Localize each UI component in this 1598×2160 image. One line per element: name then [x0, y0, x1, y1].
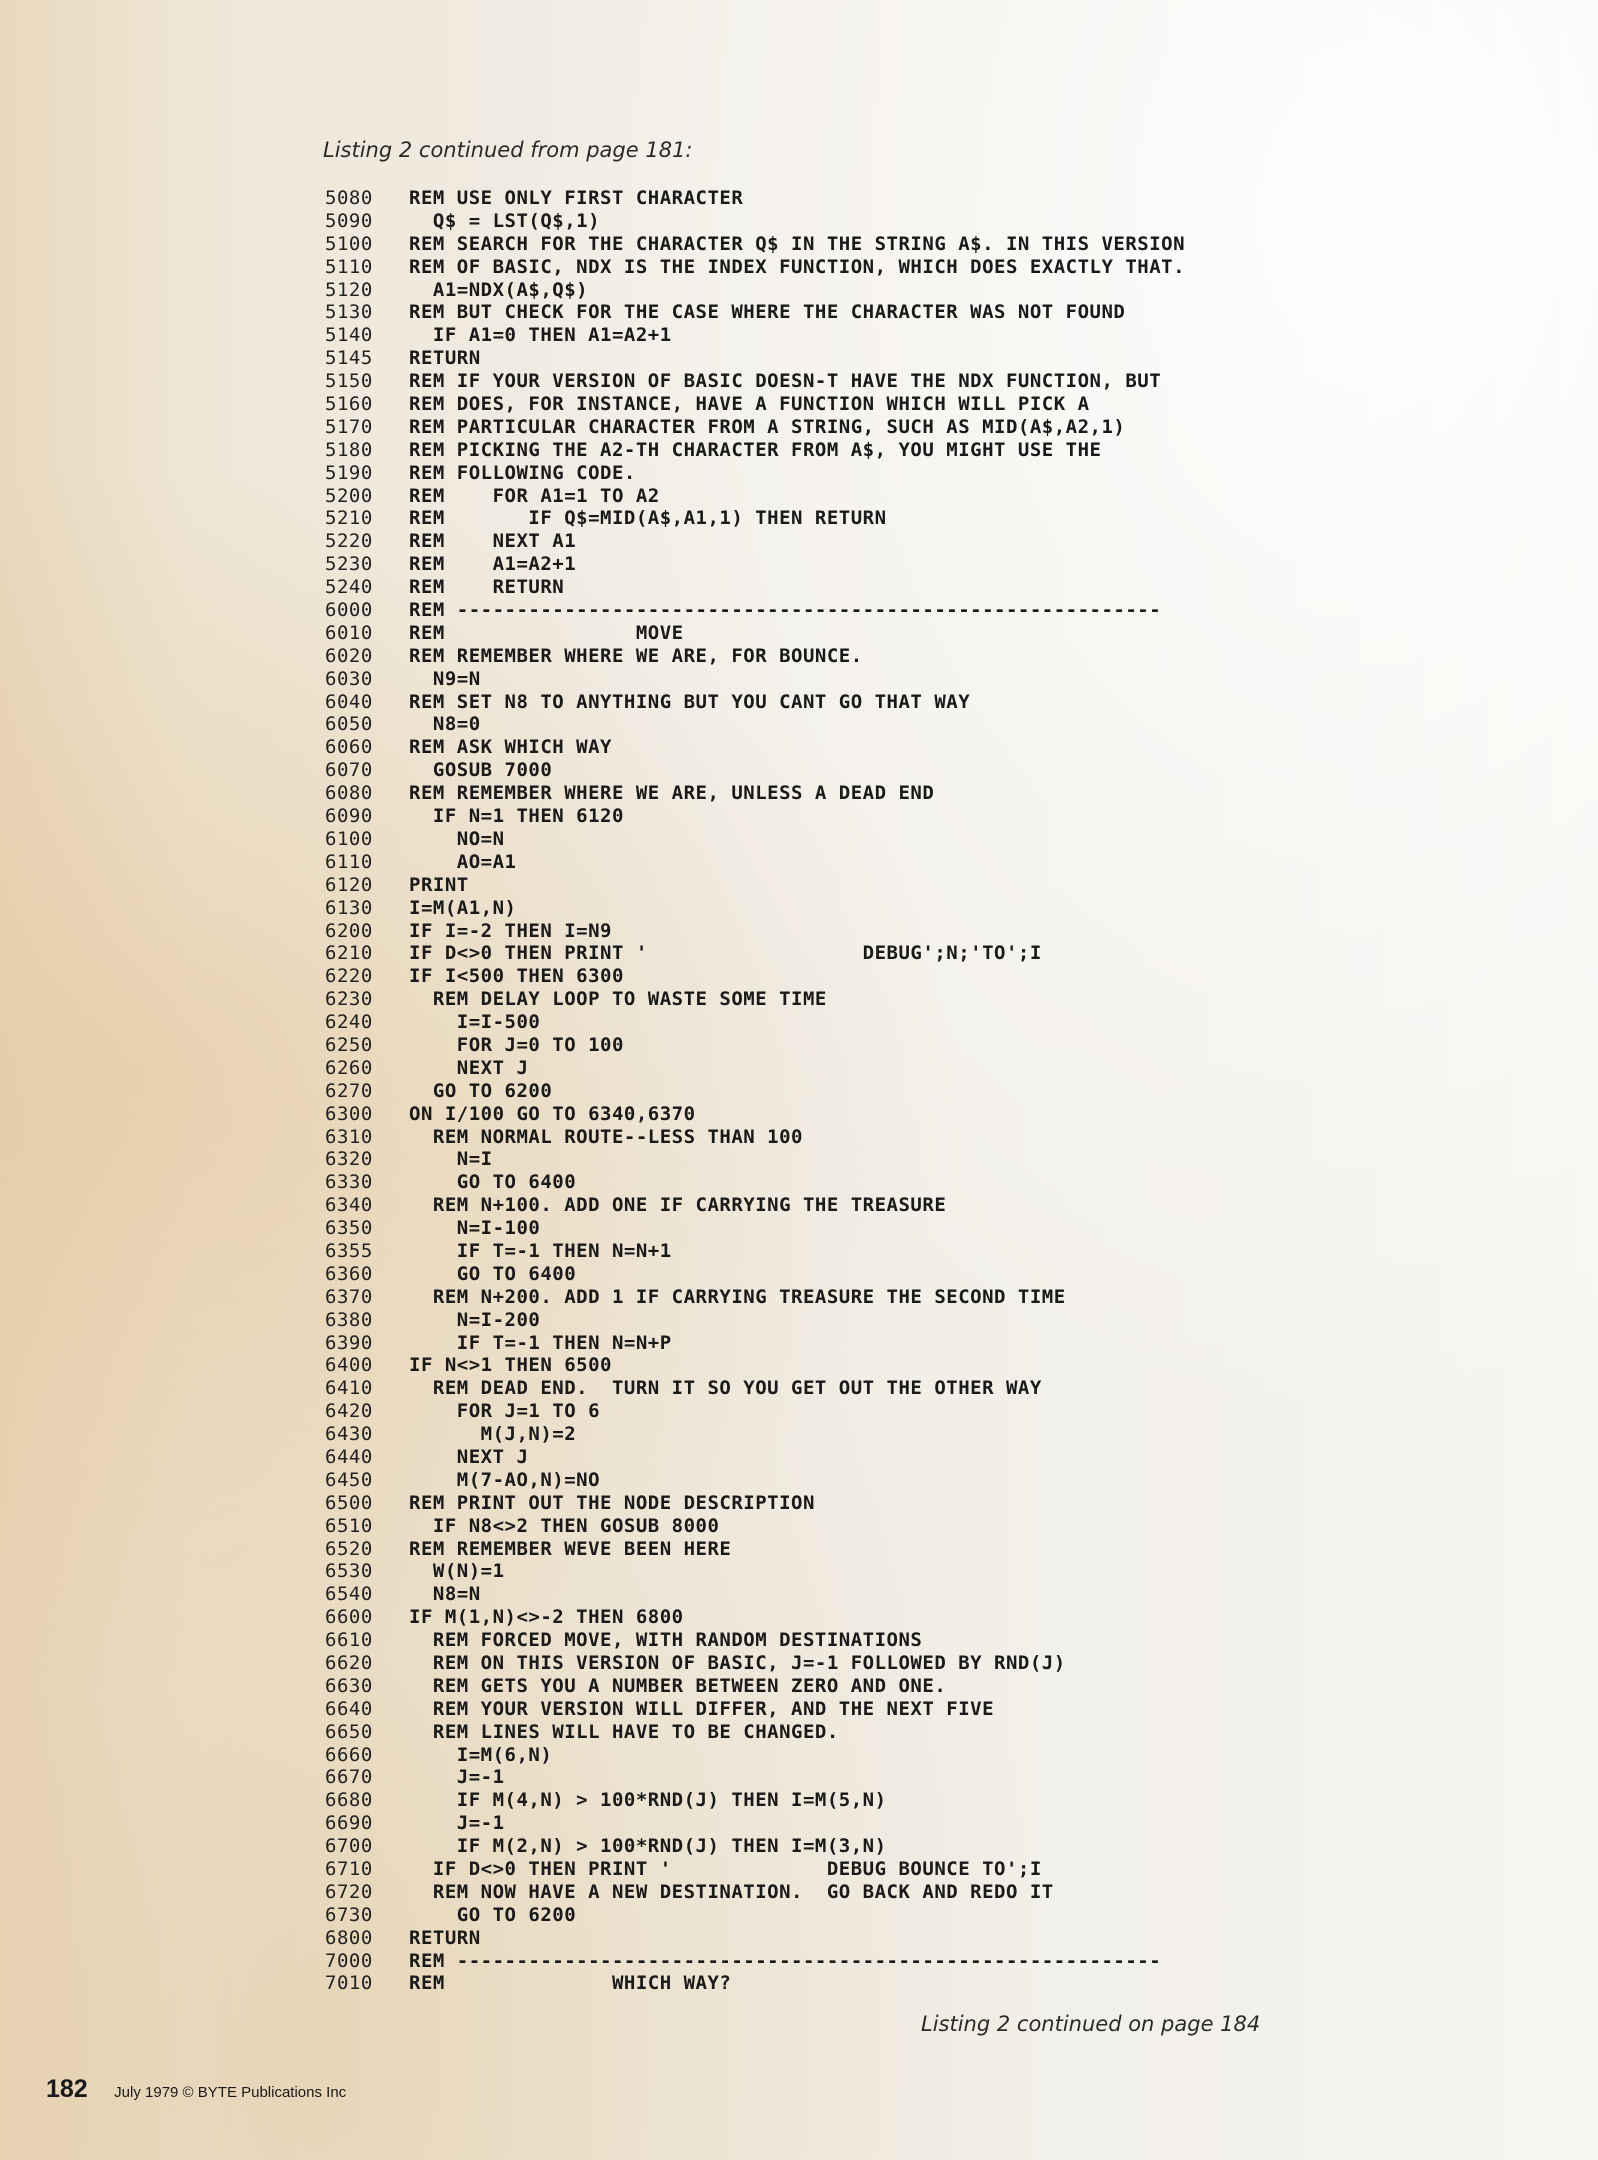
line-statement: Q$ = LST(Q$,1): [409, 209, 601, 232]
code-line: [325, 782, 1185, 805]
publication-credit: July 1979 © BYTE Publications Inc: [114, 2084, 347, 2101]
line-statement: REM A1=A2+1: [409, 553, 577, 576]
code-line: [325, 393, 1185, 416]
line-statement: REM -----------------------------------------------------------: [409, 1949, 1162, 1972]
code-line: [325, 1240, 1185, 1263]
line-statement: REM NOW HAVE A NEW DESTINATION. GO BACK AND REDO IT: [409, 1880, 1054, 1903]
code-line: [325, 1858, 1185, 1881]
line-number: 5160: [325, 393, 373, 416]
line-number: 6330: [325, 1171, 373, 1194]
code-line: [325, 1629, 1185, 1652]
code-line: [325, 576, 1185, 599]
line-statement: N=I-200: [409, 1308, 541, 1331]
line-number: 6620: [325, 1652, 373, 1674]
code-line: [325, 1446, 1185, 1469]
code-line: [325, 1698, 1185, 1721]
line-statement: REM ON THIS VERSION OF BASIC, J=-1 FOLLOWED BY RND(J): [409, 1652, 1066, 1674]
line-number: 6420: [325, 1400, 373, 1423]
line-statement: IF T=-1 THEN N=N+1: [409, 1239, 672, 1262]
line-number: 6400: [325, 1354, 373, 1377]
code-line: [325, 942, 1185, 965]
line-statement: GO TO 6200: [409, 1079, 553, 1102]
code-line: [325, 851, 1185, 874]
listing-continued-on-note: Listing 2 continued on page 184: [921, 2012, 1261, 2036]
line-statement: IF M(1,N)<>-2 THEN 6800: [409, 1606, 684, 1629]
line-statement: GO TO 6200: [409, 1903, 577, 1926]
code-line: [325, 1881, 1185, 1904]
line-statement: REM FOR A1=1 TO A2: [409, 484, 660, 507]
line-statement: REM IF YOUR VERSION OF BASIC DOESN-T HAVE THE NDX FUNCTION, BUT: [409, 370, 1162, 393]
code-line: [325, 645, 1185, 668]
code-line: [325, 187, 1185, 210]
line-statement: REM IF Q$=MID(A$,A1,1) THEN RETURN: [409, 507, 887, 530]
code-line: [325, 1103, 1185, 1126]
code-line: [325, 1011, 1185, 1034]
code-line: [325, 897, 1185, 920]
line-number: 6630: [325, 1674, 373, 1697]
code-line: [325, 210, 1185, 233]
code-line: [325, 1515, 1185, 1538]
line-statement: REM NORMAL ROUTE--LESS THAN 100: [409, 1125, 803, 1148]
code-line: [325, 553, 1185, 576]
line-number: 6450: [325, 1468, 373, 1491]
line-number: 6700: [325, 1835, 373, 1858]
line-number: 5100: [325, 232, 373, 255]
code-line: [325, 691, 1185, 714]
code-line: [325, 1904, 1185, 1927]
line-number: 5090: [325, 209, 373, 232]
line-number: 6090: [325, 805, 373, 828]
line-statement: N=I: [409, 1148, 493, 1171]
line-statement: REM WHICH WAY?: [409, 1972, 732, 1995]
line-number: 6120: [325, 873, 373, 896]
line-statement: AO=A1: [409, 850, 517, 873]
code-line: [325, 324, 1185, 347]
line-statement: N9=N: [409, 667, 481, 690]
line-statement: IF I=-2 THEN I=N9: [409, 919, 612, 942]
line-number: 7010: [325, 1972, 373, 1995]
line-number: 5150: [325, 370, 373, 393]
code-line: [325, 416, 1185, 439]
line-statement: GOSUB 7000: [409, 759, 553, 782]
code-line: [325, 713, 1185, 736]
line-statement: I=I-500: [409, 1011, 541, 1034]
code-line: [325, 1606, 1185, 1629]
code-line: [325, 279, 1185, 302]
line-statement: REM N+100. ADD ONE IF CARRYING THE TREASURE: [409, 1194, 947, 1217]
code-line: [325, 1950, 1185, 1973]
line-number: 6240: [325, 1011, 373, 1034]
line-number: 6530: [325, 1560, 373, 1583]
line-statement: REM REMEMBER WHERE WE ARE, UNLESS A DEAD END: [409, 782, 935, 805]
code-line: [325, 439, 1185, 462]
line-statement: RETURN: [409, 1926, 481, 1949]
line-number: 6050: [325, 713, 373, 736]
code-line: [325, 1812, 1185, 1835]
code-line: [325, 874, 1185, 897]
line-number: 6040: [325, 690, 373, 713]
line-statement: PRINT: [409, 873, 469, 896]
line-statement: REM OF BASIC, NDX IS THE INDEX FUNCTION, WHICH DOES EXACTLY THAT.: [409, 255, 1186, 278]
code-line: [325, 1148, 1185, 1171]
line-number: 6640: [325, 1697, 373, 1720]
line-number: 6540: [325, 1583, 373, 1606]
line-statement: REM PRINT OUT THE NODE DESCRIPTION: [409, 1491, 815, 1514]
line-statement: REM REMEMBER WEVE BEEN HERE: [409, 1537, 732, 1560]
line-statement: REM DOES, FOR INSTANCE, HAVE A FUNCTION WHICH WILL PICK A: [409, 393, 1090, 416]
code-line: [325, 599, 1185, 622]
code-line: [325, 1194, 1185, 1217]
line-statement: M(7-AO,N)=NO: [409, 1468, 601, 1491]
line-number: 5240: [325, 576, 373, 599]
code-line: [325, 1286, 1185, 1309]
code-line: [325, 1789, 1185, 1812]
line-number: 6000: [325, 599, 373, 622]
line-number: 6100: [325, 827, 373, 850]
line-number: 6650: [325, 1720, 373, 1743]
line-number: 6410: [325, 1377, 373, 1400]
line-statement: REM PICKING THE A2-TH CHARACTER FROM A$, YOU MIGHT USE THE: [409, 438, 1102, 461]
line-number: 5130: [325, 301, 373, 324]
line-number: 6710: [325, 1858, 373, 1881]
line-number: 6360: [325, 1262, 373, 1285]
code-line: [325, 347, 1185, 370]
line-statement: NEXT J: [409, 1056, 529, 1079]
line-statement: W(N)=1: [409, 1560, 505, 1583]
line-number: 6670: [325, 1766, 373, 1789]
line-statement: IF N8<>2 THEN GOSUB 8000: [409, 1514, 720, 1537]
line-number: 6020: [325, 644, 373, 667]
code-line: [325, 1835, 1185, 1858]
code-line: [325, 1492, 1185, 1515]
code-line: [325, 301, 1185, 324]
line-statement: REM MOVE: [409, 621, 684, 644]
line-statement: I=M(6,N): [409, 1743, 553, 1766]
line-number: 5080: [325, 187, 373, 209]
code-line: [325, 1057, 1185, 1080]
code-line: [325, 1744, 1185, 1767]
code-line: [325, 668, 1185, 691]
line-statement: J=-1: [409, 1812, 505, 1835]
code-line: [325, 1675, 1185, 1698]
code-line: [325, 462, 1185, 485]
code-line: [325, 805, 1185, 828]
code-line: [325, 1034, 1185, 1057]
code-line: [325, 507, 1185, 530]
line-number: 6230: [325, 988, 373, 1011]
code-line: [325, 256, 1185, 279]
line-statement: IF I<500 THEN 6300: [409, 965, 624, 988]
line-number: 6440: [325, 1445, 373, 1468]
line-number: 6010: [325, 621, 373, 644]
line-statement: FOR J=0 TO 100: [409, 1033, 624, 1056]
line-number: 5200: [325, 484, 373, 507]
line-number: 6800: [325, 1926, 373, 1949]
line-number: 6300: [325, 1102, 373, 1125]
line-statement: REM RETURN: [409, 576, 565, 599]
line-statement: IF N<>1 THEN 6500: [409, 1354, 612, 1377]
line-statement: ON I/100 GO TO 6340,6370: [409, 1102, 696, 1125]
code-line: [325, 1766, 1185, 1789]
page-folio: [46, 2075, 346, 2104]
line-number: 6520: [325, 1537, 373, 1560]
line-number: 6380: [325, 1308, 373, 1331]
line-statement: REM BUT CHECK FOR THE CASE WHERE THE CHARACTER WAS NOT FOUND: [409, 301, 1126, 324]
line-statement: N8=0: [409, 713, 481, 736]
line-number: 6350: [325, 1217, 373, 1240]
line-statement: IF M(2,N) > 100*RND(J) THEN I=M(3,N): [409, 1835, 887, 1858]
line-statement: M(J,N)=2: [409, 1423, 577, 1446]
line-statement: N=I-100: [409, 1217, 541, 1240]
line-number: 5145: [325, 347, 373, 370]
line-number: 6080: [325, 782, 373, 805]
line-number: 5190: [325, 461, 373, 484]
line-statement: J=-1: [409, 1766, 505, 1789]
code-line: [325, 920, 1185, 943]
line-number: 6430: [325, 1423, 373, 1446]
line-number: 5170: [325, 415, 373, 438]
line-statement: REM FORCED MOVE, WITH RANDOM DESTINATIONS: [409, 1629, 923, 1652]
line-number: 6390: [325, 1331, 373, 1354]
line-number: 6680: [325, 1789, 373, 1812]
line-number: 6600: [325, 1606, 373, 1629]
line-number: 6210: [325, 942, 373, 965]
code-line: [325, 1126, 1185, 1149]
line-statement: REM ASK WHICH WAY: [409, 736, 612, 759]
code-line: [325, 485, 1185, 508]
code-line: [325, 1309, 1185, 1332]
line-number: 6250: [325, 1033, 373, 1056]
line-number: 6030: [325, 667, 373, 690]
line-statement: REM DEAD END. TURN IT SO YOU GET OUT THE OTHER WAY: [409, 1377, 1042, 1400]
code-line: [325, 1560, 1185, 1583]
line-statement: IF M(4,N) > 100*RND(J) THEN I=M(5,N): [409, 1789, 887, 1812]
code-line: [325, 988, 1185, 1011]
line-statement: N8=N: [409, 1583, 481, 1606]
line-statement: REM REMEMBER WHERE WE ARE, FOR BOUNCE.: [409, 644, 863, 667]
line-number: 6270: [325, 1079, 373, 1102]
page-number: 182: [46, 2075, 88, 2103]
basic-program-listing: [325, 187, 1185, 1995]
line-number: 5230: [325, 553, 373, 576]
code-line: [325, 1972, 1185, 1995]
code-line: [325, 1217, 1185, 1240]
line-number: 6310: [325, 1125, 373, 1148]
line-number: 7000: [325, 1949, 373, 1972]
code-line: [325, 1354, 1185, 1377]
code-line: [325, 759, 1185, 782]
line-number: 6690: [325, 1812, 373, 1835]
code-line: [325, 370, 1185, 393]
line-statement: GO TO 6400: [409, 1262, 577, 1285]
line-number: 6340: [325, 1194, 373, 1217]
code-line: [325, 1469, 1185, 1492]
line-number: 6060: [325, 736, 373, 759]
code-line: [325, 1400, 1185, 1423]
line-number: 6660: [325, 1743, 373, 1766]
line-statement: REM N+200. ADD 1 IF CARRYING TREASURE THE SECOND TIME: [409, 1285, 1066, 1308]
line-number: 6720: [325, 1880, 373, 1903]
line-statement: REM LINES WILL HAVE TO BE CHANGED.: [409, 1720, 839, 1743]
code-line: [325, 1583, 1185, 1606]
line-statement: GO TO 6400: [409, 1171, 577, 1194]
line-number: 6355: [325, 1239, 373, 1262]
code-line: [325, 530, 1185, 553]
line-number: 6200: [325, 919, 373, 942]
code-line: [325, 1171, 1185, 1194]
code-line: [325, 1927, 1185, 1950]
line-number: 6260: [325, 1056, 373, 1079]
code-line: [325, 1377, 1185, 1400]
line-statement: RETURN: [409, 347, 481, 370]
listing-continued-from-note: Listing 2 continued from page 181:: [323, 138, 693, 162]
line-number: 5180: [325, 438, 373, 461]
line-number: 5220: [325, 530, 373, 553]
line-number: 6730: [325, 1903, 373, 1926]
line-number: 6070: [325, 759, 373, 782]
code-line: [325, 965, 1185, 988]
line-number: 5210: [325, 507, 373, 530]
line-statement: REM SEARCH FOR THE CHARACTER Q$ IN THE STRING A$. IN THIS VERSION: [409, 232, 1186, 255]
code-line: [325, 622, 1185, 645]
line-number: 5140: [325, 324, 373, 347]
line-statement: REM FOLLOWING CODE.: [409, 461, 636, 484]
line-statement: REM USE ONLY FIRST CHARACTER: [409, 187, 744, 209]
line-number: 6370: [325, 1285, 373, 1308]
line-number: 6220: [325, 965, 373, 988]
line-statement: REM SET N8 TO ANYTHING BUT YOU CANT GO THAT WAY: [409, 690, 971, 713]
line-number: 5110: [325, 255, 373, 278]
code-line: [325, 828, 1185, 851]
line-statement: REM YOUR VERSION WILL DIFFER, AND THE NEXT FIVE: [409, 1697, 995, 1720]
line-number: 6320: [325, 1148, 373, 1171]
line-statement: NO=N: [409, 827, 505, 850]
code-line: [325, 1721, 1185, 1744]
line-statement: IF N=1 THEN 6120: [409, 805, 624, 828]
line-statement: A1=NDX(A$,Q$): [409, 278, 589, 301]
line-statement: I=M(A1,N): [409, 896, 517, 919]
code-line: [325, 1538, 1185, 1561]
line-number: 6110: [325, 850, 373, 873]
code-line: [325, 1652, 1185, 1675]
code-line: [325, 1332, 1185, 1355]
line-number: 6610: [325, 1629, 373, 1652]
line-statement: IF A1=0 THEN A1=A2+1: [409, 324, 672, 347]
line-statement: IF D<>0 THEN PRINT ' DEBUG';N;'TO';I: [409, 942, 1042, 965]
line-statement: REM PARTICULAR CHARACTER FROM A STRING, SUCH AS MID(A$,A2,1): [409, 415, 1126, 438]
line-statement: REM -----------------------------------------------------------: [409, 599, 1162, 622]
code-line: [325, 1423, 1185, 1446]
code-line: [325, 1263, 1185, 1286]
line-statement: IF D<>0 THEN PRINT ' DEBUG BOUNCE TO';I: [409, 1858, 1042, 1881]
line-number: 6510: [325, 1514, 373, 1537]
line-number: 6500: [325, 1491, 373, 1514]
line-statement: IF T=-1 THEN N=N+P: [409, 1331, 672, 1354]
line-number: 6130: [325, 896, 373, 919]
line-number: 5120: [325, 278, 373, 301]
code-line: [325, 233, 1185, 256]
line-statement: FOR J=1 TO 6: [409, 1400, 601, 1423]
line-statement: REM NEXT A1: [409, 530, 577, 553]
line-statement: REM DELAY LOOP TO WASTE SOME TIME: [409, 988, 827, 1011]
line-statement: NEXT J: [409, 1445, 529, 1468]
code-line: [325, 1080, 1185, 1103]
line-statement: REM GETS YOU A NUMBER BETWEEN ZERO AND ONE.: [409, 1674, 947, 1697]
code-line: [325, 736, 1185, 759]
